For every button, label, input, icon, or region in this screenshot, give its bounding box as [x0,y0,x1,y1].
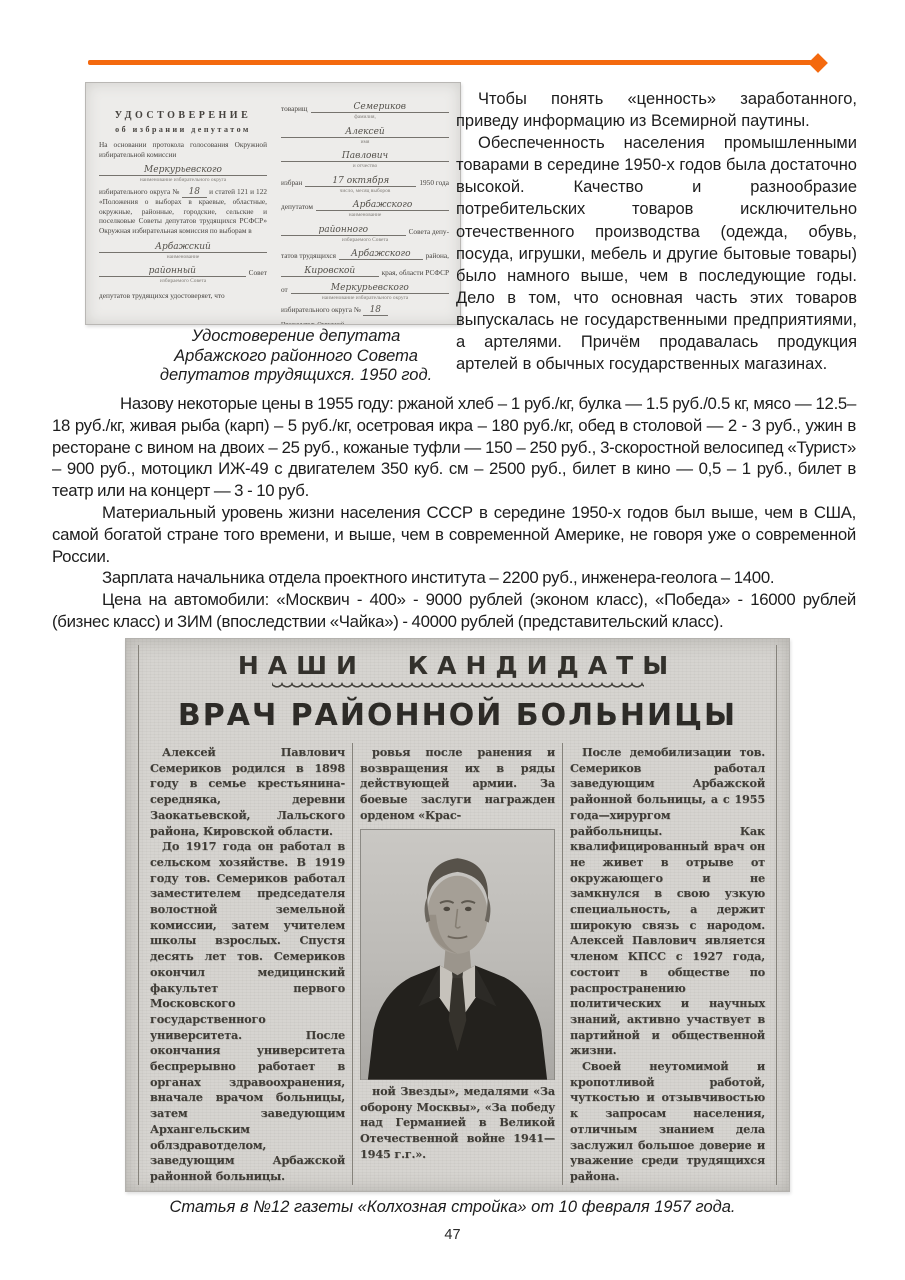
council2-word: Совета депу- [408,226,449,236]
okrug-number-handwritten: 18 [182,187,207,198]
election-date-field-label: число, месяц выборов [339,187,391,194]
region-word: края, области РСФСР [381,268,449,277]
okrug-number-line [281,305,449,316]
election-date-handwritten: 17 октября [332,175,390,186]
elected-council-name-handwritten: Арбажский [155,241,211,252]
patronymic-field-label: и отчество [352,163,378,169]
page-number: 47 [444,1227,461,1243]
newspaper-paragraph: Своей неутомимой и кропотливой работой, чуткостью и отзывчивостью к запросам населения, отличным знанием дела заслужил большое доверие и уважение среди трудящихся района. [570,1059,765,1183]
newspaper-paragraph: ной Звезды», медалями «За оборону Москвы», «За победу над Германией в Великой Отечественной войне 1941—1945 г.г.». [360,1084,555,1161]
council2-field-label: избираемого Совета [341,236,389,243]
certificate-caption-line: депутатов трудящихся. 1950 год. [159,366,433,384]
portrait-photo [360,829,555,1081]
certificate-intro-text: На основании протокола голосования Окружной избирательной комиссии [99,140,267,159]
comrade-label: товарищ [281,104,308,113]
body-text-block [52,393,856,633]
from-district-field [281,281,449,294]
intro-paragraph-1: Чтобы понять «ценность» заработанного, приведу информацию из Всемирной паутины. [456,90,857,131]
okrug-number2-handwritten: 18 [363,305,388,316]
statute-text-before-number: избирательного округа № [99,186,180,196]
chairman-signature-row [281,321,449,325]
certifies-text: депутатов трудящихся удостоверяет, что [99,290,225,300]
deputy-of-field-label: наименование [348,212,382,218]
workers-line: татов трудящихся [281,251,336,260]
body-paragraph-prices: Назову некоторые цены в 1955 году: ржаной хлеб – 1 руб./кг, булка — 1.5 руб./0.5 кг, мясо — 12.5–18 руб./кг, живая рыба (карп) – 5 руб./кг, осетровая икра – 180 руб./кг, обед в столовой — 2 - 3 руб., ужин в ресторане с вином на двоих – 25 руб., кожаные туфли — 150 – 250 руб., 3-скоростной велосипед «Турист» – 900 руб., мотоцикл ИЖ-49 с двигателем 350 куб. см – 2500 руб., билет в кино — 0,5 – 1 руб., билет в театр или на концерт — 3 - 10 руб. [52,394,856,501]
newspaper-paragraph: До 1917 года он работал в сельском хозяйстве. В 1919 году тов. Семериков работал заместителем председателя волостной земельной комиссии, затем учителем школы взрослых. Спустя десять лет тов. Семериков окончил медицинский факультет первого Московского государственного университета. После окончания университета беспрерывно работает в органах здравоохранения, вначале врачом больницы, затем заведующим Архангельским облздравотделом, заведующим Арбажской районной больницы. [150,839,345,1183]
newspaper-page-area [138,645,777,1185]
council-type-handwritten: районный [148,266,196,277]
region-field [281,264,449,277]
certificate-left-page [99,96,267,316]
body-paragraph-salaries: Зарплата начальника отдела проектного института – 2200 руб., инженера-геолога – 1400. [102,568,775,588]
council-type-field-label: избираемого Совета [159,278,207,285]
deputy-label: депутатом [281,202,314,211]
chairman-label [281,322,378,325]
newspaper-clipping-scan [125,638,790,1192]
elected-council-name-field [99,240,267,253]
district2-field [281,247,449,260]
patronymic-field [281,149,449,162]
newspaper-paragraph: Алексей Павлович Семериков родился в 1898 году в семье крестьянина-середняка, деревни Заокатьевской, Лальского района, Кировской области. [150,745,345,838]
firstname-field [281,125,449,138]
newspaper-column-2 [352,743,562,1185]
district-name-field-label: наименование избирательного округа [139,177,227,184]
election-year: 1950 года [419,177,449,187]
patronymic-handwritten: Павлович [341,151,389,161]
district2-word: района, [425,251,449,260]
body-paragraph-cars: Цена на автомобили: «Москвич - 400» - 9000 рублей (эконом класс), «Победа» - 16000 рублей (бизнес класс) и ЗИМ (впоследствии «Чайка») - 40000 рублей (представительский класс). [52,590,856,631]
from-label: от [281,285,288,294]
newspaper-columns [143,743,772,1185]
election-date-field [281,174,449,187]
top-divider-arrow-icon [808,53,828,73]
council2-field [281,223,449,236]
surname-handwritten: Семериков [353,102,407,112]
council-word: Совет [248,268,267,278]
certificate-title: УДОСТОВЕРЕНИЕ [114,110,252,121]
intro-text-column [456,88,857,375]
newspaper-article-headline: ВРАЧ РАЙОННОЙ БОЛЬНИЦЫ [177,698,738,733]
wavy-underline-decoration [272,682,644,688]
newspaper-paragraph: После демобилизации тов. Семериков работал заведующим Арбажской районной больницы, а с 1955 года—хирургом райбольницы. Как квалифицированный врач он не живет в отрыве от окружающего и не замкнулся в свою узкую специальность, а держит широкую связь с народом. Алексей Павлович является членом КПСС с 1927 года, состоит в обществе по распространению политических и научных знаний, активно участвует в партийной и общественной жизни. [570,745,765,1058]
district2-handwritten: Арбажского [351,249,411,259]
newspaper-paragraph: ровья после ранения и возвращения их в ряды действующей армии. За боевые заслуги награжден орденом «Крас- [360,745,555,822]
council2-handwritten: районного [318,224,369,235]
deputy-of-field [281,198,449,211]
chairman-signature-squiggle [382,321,449,325]
elected-label: избран [281,177,303,187]
certificate-statute-text [99,187,267,236]
deputy-certificate-scan [85,82,461,325]
region-handwritten: Кировской [304,266,356,276]
certificate-caption [130,327,462,386]
certificate-right-page [281,96,449,316]
certificate-caption-line: Арбажского районного Совета [174,346,418,365]
firstname-field-label: имя [360,138,370,145]
council-type-field [99,264,267,277]
statute-text-after-number: и статей 121 и 122 «Положения о выборах в краевые, областные, окружные, районные, городские, сельские и поселковые Советы депутатов трудящихся РСФСР» Окружная избирательная комиссия по выборам в [99,186,267,236]
okrug-line-text: избирательного округа № [281,304,361,314]
certificate-caption-line: Удостоверение депутата [191,327,401,345]
surname-field-label: фамилия, [354,114,376,120]
surname-field [281,100,449,113]
intro-paragraph-2: Обеспеченность населения промышленными товарами в середине 1950-х годов была достаточно высокой. Качество и разнообразие потребительских товаров исключительно отечественного производства (одежда, обувь, посуда, игрушки, мебель и другие бытовые товары) было намного выше, чем в последующие годы. Дело в том, что основная часть этих товаров выпускалась не государственными предприятиями, а артелями. Причём продавалась продукция артелей в обычных государственных магазинах. [456,134,857,374]
certificate-subtitle: об избрании депутатом [115,125,251,134]
newspaper-column-1 [143,743,352,1185]
deputy-of-handwritten: Арбажского [352,200,413,210]
newspaper-column-3 [562,743,772,1185]
district-name-field [99,163,267,176]
from-district-handwritten: Меркурьевского [330,283,409,293]
firstname-handwritten: Алексей [345,126,385,137]
body-paragraph-living-standard: Материальный уровень жизни населения СССР в середине 1950-х годов был выше, чем в США, самой богатой стране того времени, и выше, чем в современной Америке, не говоря уже о современной России. [52,502,856,566]
district-name-handwritten: Меркурьевского [144,165,222,176]
newspaper-rubric-headline: НАШИ КАНДИДАТЫ [237,651,678,680]
newspaper-caption: Статья в №12 газеты «Колхозная стройка» от 10 февраля 1957 года. [169,1198,736,1216]
from-district-field-label: наименование избирательного округа [321,295,409,301]
elected-council-name-field-label: наименование [166,253,200,260]
top-divider-line [88,60,812,65]
